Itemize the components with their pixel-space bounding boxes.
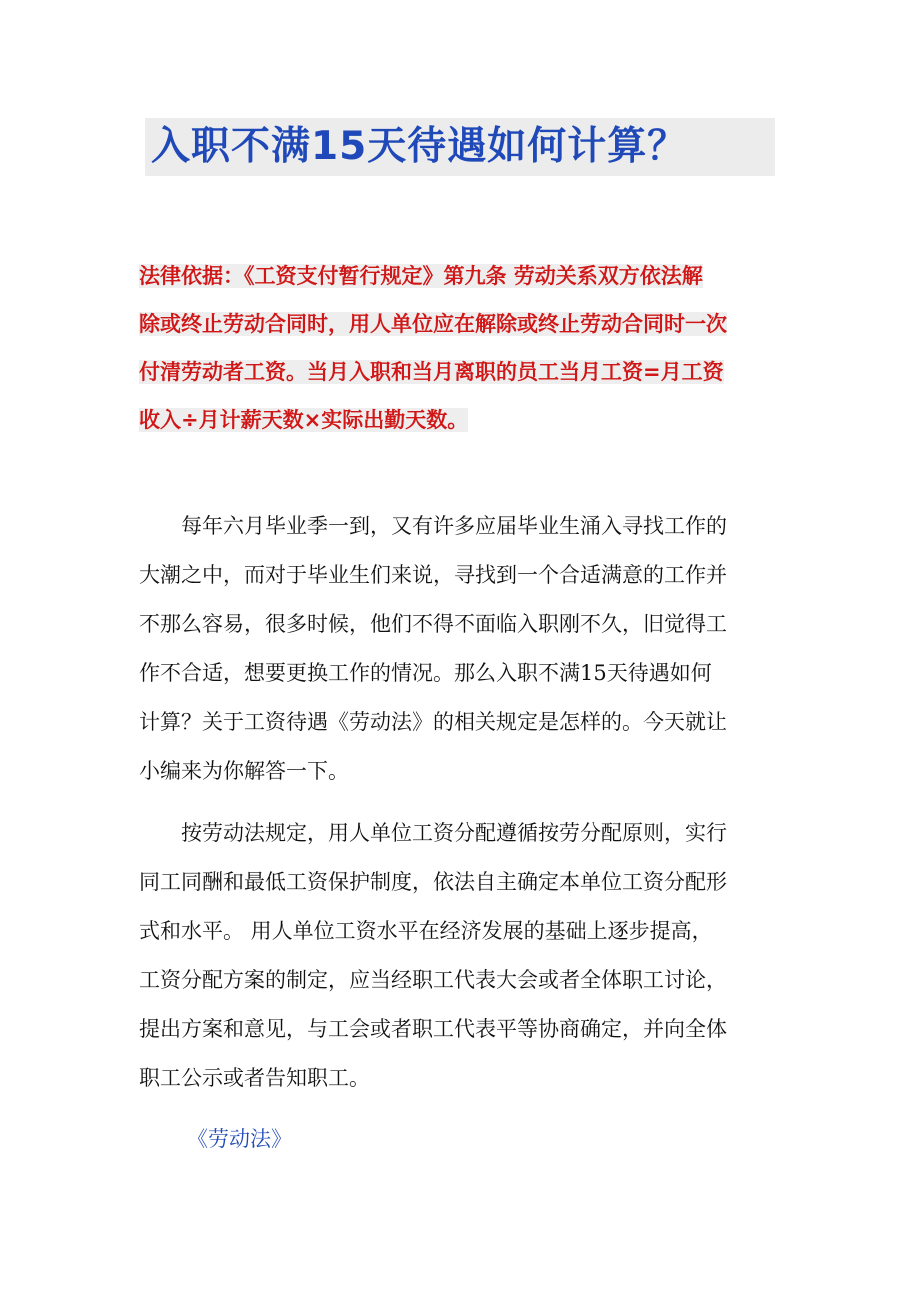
paragraph-line: 小编来为你解答一下。: [139, 759, 349, 783]
paragraph-line: 每年六月毕业季一到，又有许多应届毕业生涌入寻找工作的: [139, 514, 727, 538]
paragraph-line: 工资分配方案的制定，应当经职工代表大会或者全体职工讨论，: [139, 968, 727, 992]
paragraph-line: 提出方案和意见，与工会或者职工代表平等协商确定，并向全体: [139, 1017, 727, 1041]
paragraph-line: 作不合适，想要更换工作的情况。那么入职不满15天待遇如何: [139, 661, 712, 685]
labor-law-subheading: 《劳动法》: [187, 1127, 292, 1151]
intro-paragraph: [139, 502, 781, 796]
title-highlight: [145, 118, 775, 176]
labor-law-paragraph: [139, 809, 781, 1103]
legal-basis-line: 法律依据：《工资支付暂行规定》第九条 劳动关系双方依法解: [139, 264, 703, 288]
paragraph-line: 同工同酬和最低工资保护制度，依法自主确定本单位工资分配形: [139, 870, 727, 894]
page-title: 入职不满15天待遇如何计算？: [151, 124, 688, 169]
paragraph-line: 不那么容易，很多时候，他们不得不面临入职刚不久，旧觉得工: [139, 612, 727, 636]
paragraph-line: 式和水平。 用人单位工资水平在经济发展的基础上逐步提高，: [139, 919, 713, 943]
legal-basis-line: 除或终止劳动合同时，用人单位应在解除或终止劳动合同时一次: [139, 312, 727, 336]
legal-basis-line: 付清劳动者工资。当月入职和当月离职的员工当月工资=月工资: [139, 360, 724, 384]
legal-basis-line: 收入÷月计薪天数×实际出勤天数。: [139, 408, 469, 432]
paragraph-line: 计算？关于工资待遇《劳动法》的相关规定是怎样的。今天就让: [139, 710, 727, 734]
paragraph-line: 按劳动法规定，用人单位工资分配遵循按劳分配原则，实行: [139, 821, 727, 845]
legal-basis-paragraph: [139, 252, 779, 444]
paragraph-line: 大潮之中，而对于毕业生们来说，寻找到一个合适满意的工作并: [139, 563, 727, 587]
paragraph-line: 职工公示或者告知职工。: [139, 1066, 370, 1090]
